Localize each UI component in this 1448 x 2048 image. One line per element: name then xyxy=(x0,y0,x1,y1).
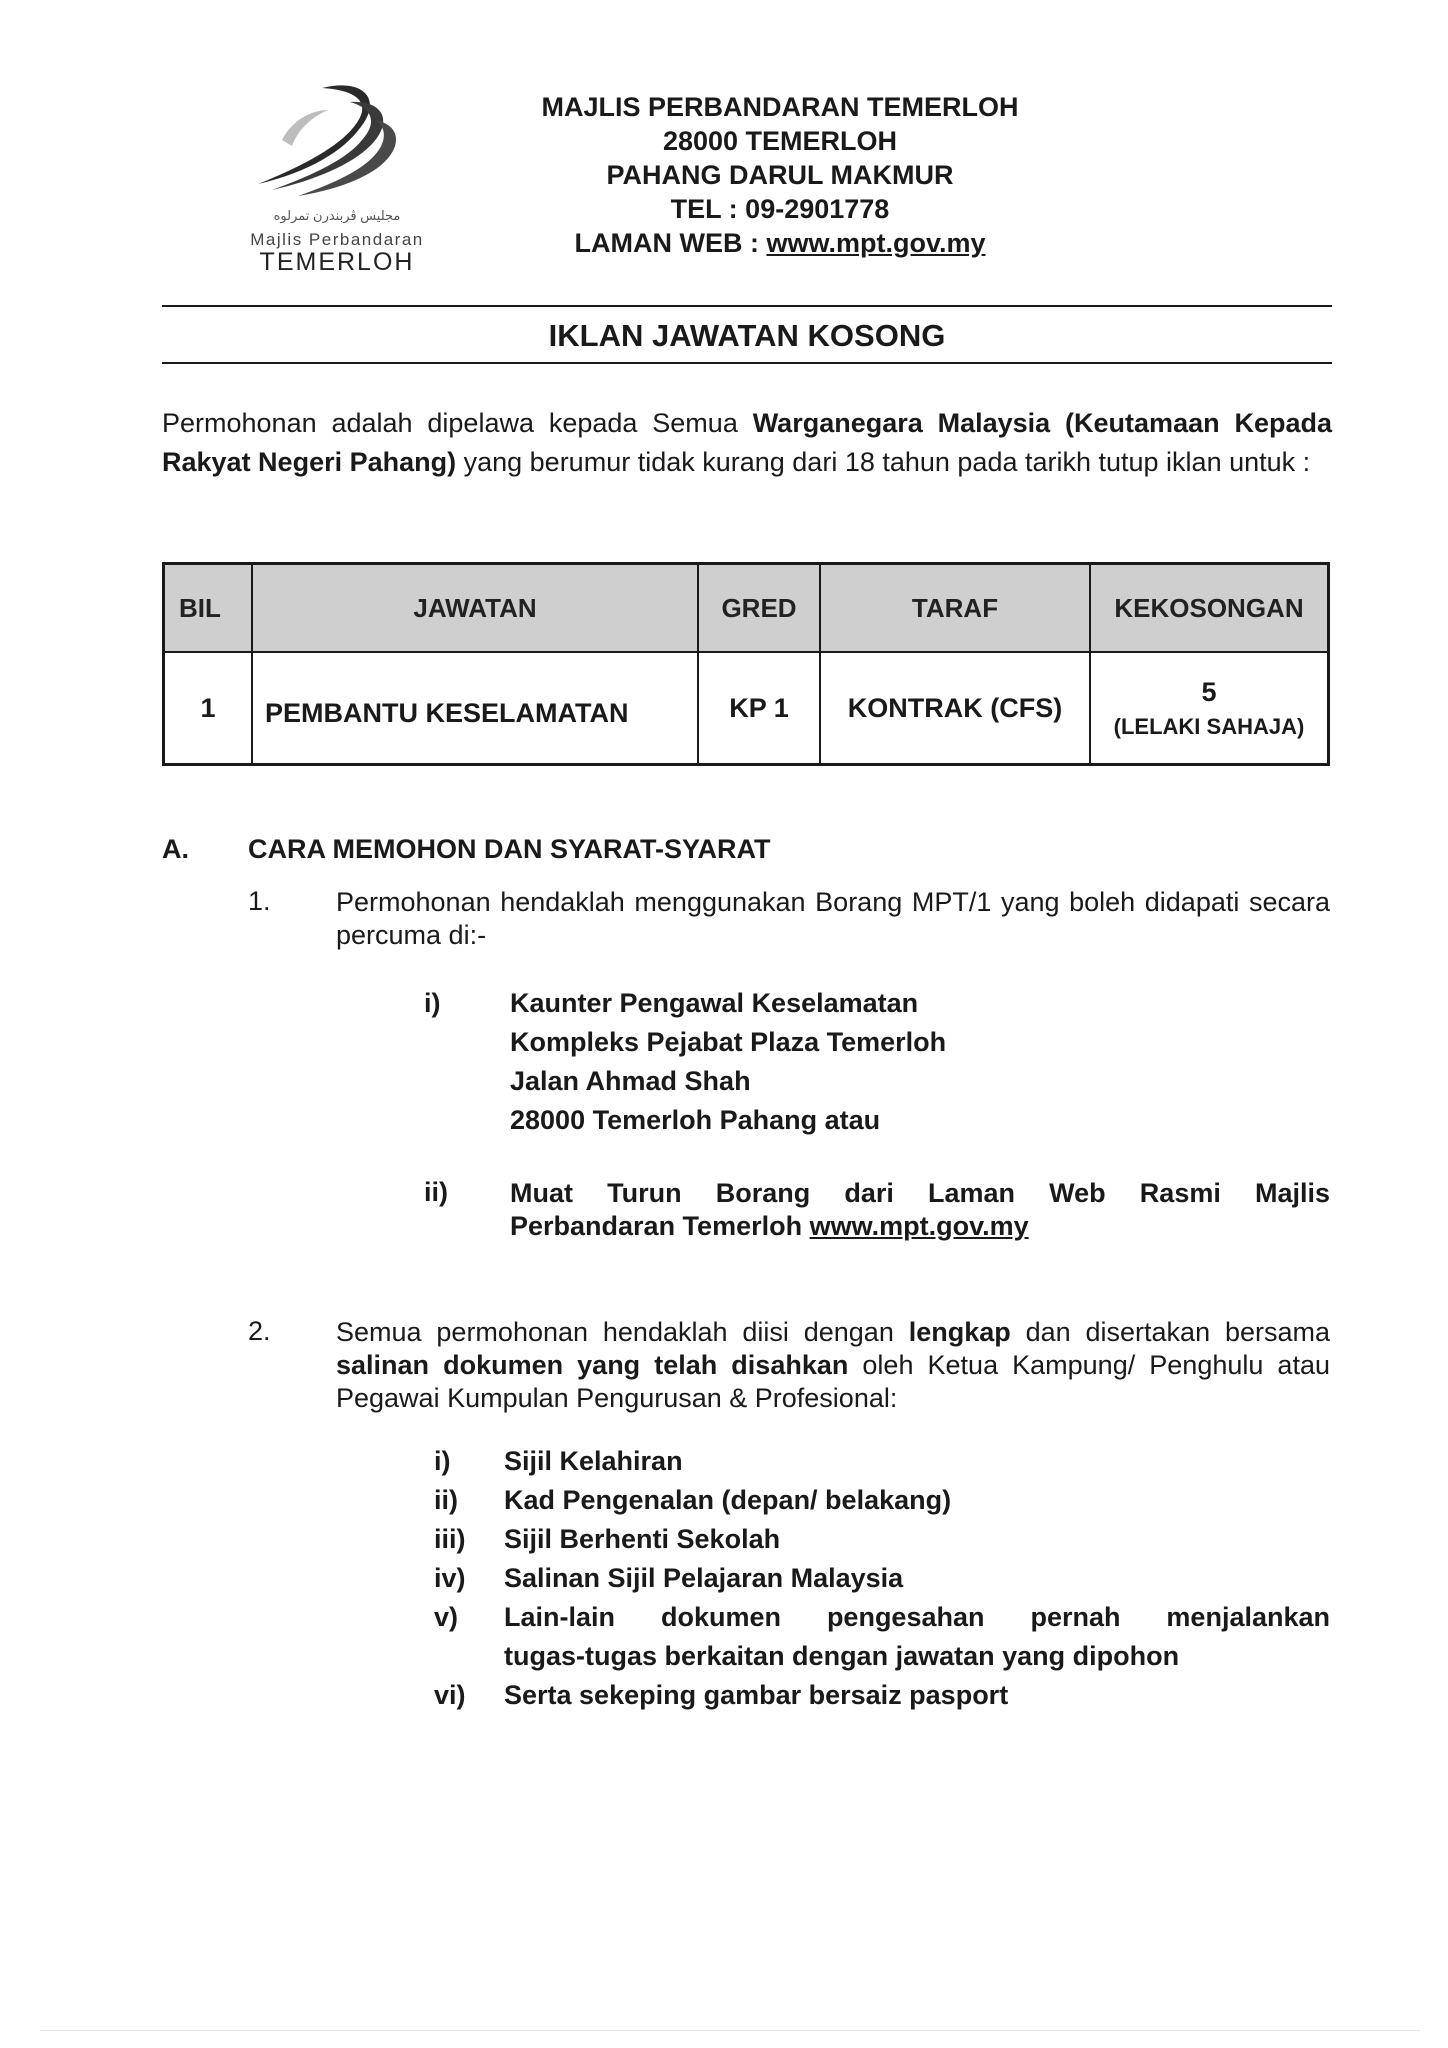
item-1-number: 1. xyxy=(248,886,271,916)
doc-item-continuation: tugas-tugas berkaitan dengan jawatan yang dipohon xyxy=(504,1641,1180,1671)
item-1-sub-i-line-4: 28000 Temerloh Pahang atau xyxy=(510,1105,881,1135)
org-line-1: MAJLIS PERBANDARAN TEMERLOH xyxy=(541,92,1019,122)
item-2-text-1: Semua permohonan hendaklah diisi dengan xyxy=(336,1317,909,1347)
doc-number: vi) xyxy=(434,1680,466,1710)
table-cell-gred: KP 1 xyxy=(729,692,789,723)
logo-subtitle: Majlis Perbandaran xyxy=(250,230,424,249)
item-2-text-2: dan disertakan bersama xyxy=(1010,1317,1330,1347)
table-header-gred: GRED xyxy=(699,565,819,651)
item-1-sub-ii-number: ii) xyxy=(424,1177,448,1207)
item-2-text-3: oleh Ketua Kampung/ Penghulu atau Pegawai Kumpulan Pengurusan & Profesional: xyxy=(336,1350,1330,1413)
item-1-text: Permohonan hendaklah menggunakan Borang MPT/1 yang boleh didapati secara percuma di:- xyxy=(336,887,1330,950)
title-rule-bottom xyxy=(162,362,1332,364)
website-label: LAMAN WEB : xyxy=(574,228,767,258)
scan-edge-line xyxy=(40,2030,1420,2031)
item-2-bold-1: lengkap xyxy=(908,1317,1011,1347)
item-1-sub-i-number: i) xyxy=(424,988,441,1018)
table-header-taraf: TARAF xyxy=(821,565,1089,651)
item-2-text xyxy=(336,1316,1330,1415)
doc-item: Sijil Kelahiran xyxy=(504,1446,683,1476)
organisation-header xyxy=(520,90,1040,260)
item-1-sub-ii-line-2 xyxy=(510,1207,1029,1246)
org-website-line xyxy=(520,226,1040,260)
doc-item: Lain-lain dokumen pengesahan pernah menjalankan xyxy=(504,1602,1330,1632)
doc-number: ii) xyxy=(434,1485,458,1515)
org-line-3: PAHANG DARUL MAKMUR xyxy=(606,160,954,190)
table-header-bil: BIL xyxy=(165,565,251,651)
doc-item: Serta sekeping gambar bersaiz pasport xyxy=(504,1680,1009,1710)
doc-number: v) xyxy=(434,1602,459,1632)
item-1-sub-ii-line-1: Muat Turun Borang dari Laman Web Rasmi Majlis xyxy=(510,1178,1330,1208)
title-rule-top xyxy=(162,305,1332,307)
doc-item: Sijil Berhenti Sekolah xyxy=(504,1524,781,1554)
vacancy-note: (LELAKI SAHAJA) xyxy=(1113,713,1305,739)
page-title: IKLAN JAWATAN KOSONG xyxy=(548,318,946,353)
item-1-sub-i-line-2: Kompleks Pejabat Plaza Temerloh xyxy=(510,1027,947,1057)
intro-bold: Warganegara Malaysia (Keutamaan Kepada Rakyat Negeri Pahang) xyxy=(162,408,1332,477)
table-cell-kekosongan xyxy=(1091,653,1327,763)
item-1-sub-ii-text: Perbandaran Temerloh xyxy=(510,1211,810,1241)
item-2-bold-2: salinan dokumen yang telah disahkan xyxy=(336,1350,849,1380)
doc-number: iv) xyxy=(434,1563,466,1593)
intro-text-1: Permohonan adalah dipelawa kepada Semua xyxy=(162,408,753,438)
doc-item: Kad Pengenalan (depan/ belakang) xyxy=(504,1485,952,1515)
table-header-kekosongan: KEKOSONGAN xyxy=(1091,565,1327,651)
item-1-sub-ii-link[interactable]: www.mpt.gov.my xyxy=(809,1211,1029,1241)
vacancy-count: 5 xyxy=(1201,676,1217,707)
logo-name: TEMERLOH xyxy=(259,248,415,276)
table-cell-jawatan: PEMBANTU KESELAMATAN xyxy=(265,697,629,728)
mpt-logo-swoosh-icon xyxy=(252,80,412,205)
org-line-4: TEL : 09-2901778 xyxy=(670,194,890,224)
org-line-2: 28000 TEMERLOH xyxy=(662,126,898,156)
logo-jawi-text: مجليس ڤربندرن تمرلوه xyxy=(273,208,401,223)
mpt-logo xyxy=(222,80,452,280)
item-1-sub-i-line-3: Jalan Ahmad Shah xyxy=(510,1066,751,1096)
table-cell-bil: 1 xyxy=(200,692,216,723)
item-2-number: 2. xyxy=(248,1316,271,1346)
vacancy-table xyxy=(162,562,1330,766)
doc-number: i) xyxy=(434,1446,451,1476)
website-link[interactable]: www.mpt.gov.my xyxy=(766,228,986,258)
intro-text-2: yang berumur tidak kurang dari 18 tahun pada tarikh tutup iklan untuk : xyxy=(456,447,1311,477)
table-cell-taraf: KONTRAK (CFS) xyxy=(847,692,1063,723)
item-1-sub-i-line-1: Kaunter Pengawal Keselamatan xyxy=(510,988,919,1018)
doc-item: Salinan Sijil Pelajaran Malaysia xyxy=(504,1563,904,1593)
section-a-title: CARA MEMOHON DAN SYARAT-SYARAT xyxy=(248,834,771,864)
table-header-jawatan: JAWATAN xyxy=(253,565,697,651)
section-a-letter: A. xyxy=(162,834,189,864)
intro-paragraph xyxy=(162,404,1332,482)
doc-number: iii) xyxy=(434,1524,466,1554)
